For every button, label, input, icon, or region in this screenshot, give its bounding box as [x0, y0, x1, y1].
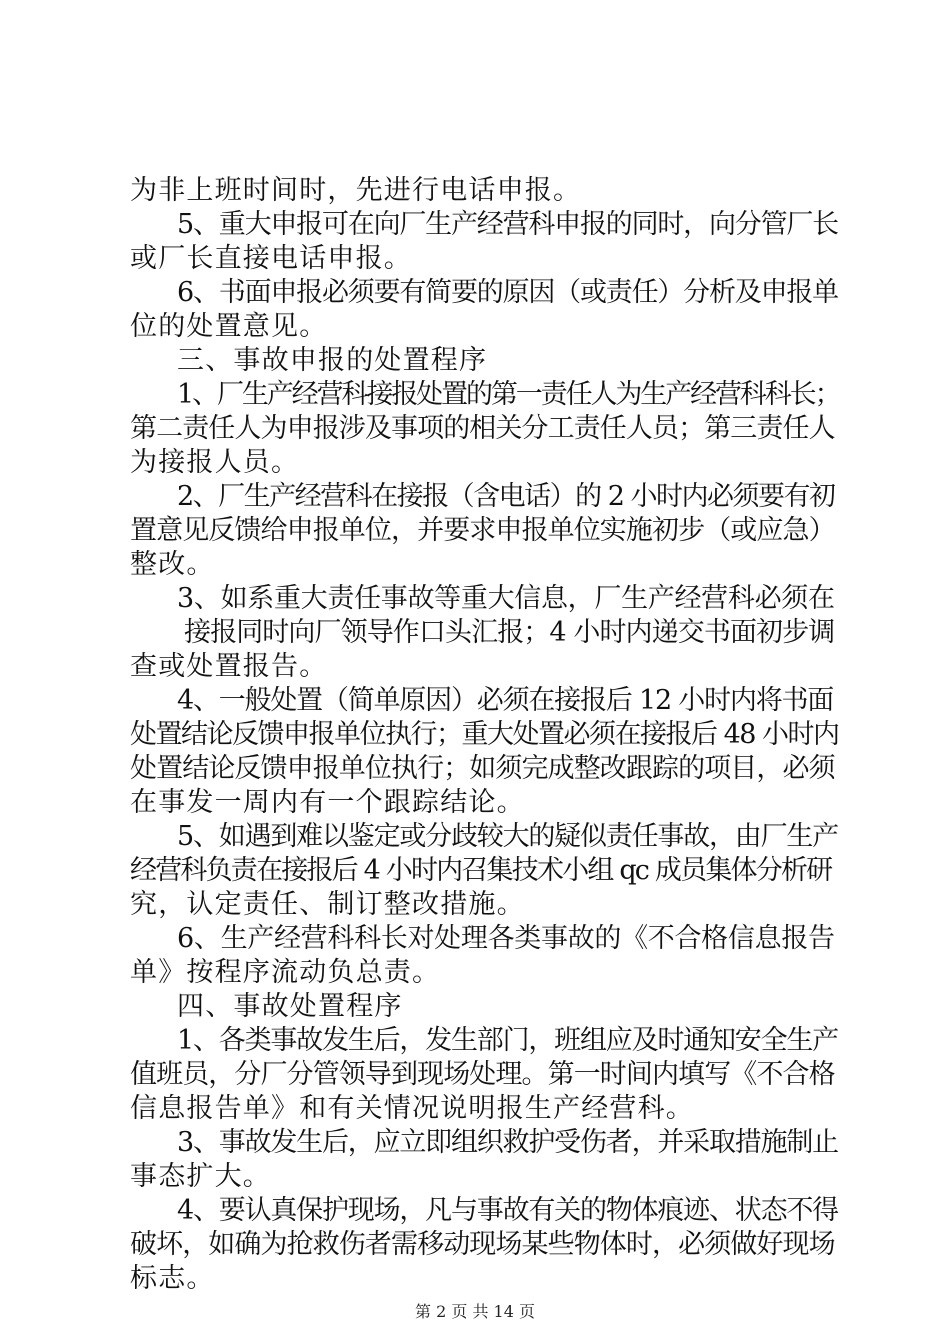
text-line: 5、如遇到难以鉴定或分歧较大的疑似责任事故，由厂生产 [177, 821, 838, 852]
text-line: 究，认定责任、制订整改措施。 [130, 889, 525, 920]
text-line: 为非上班时间时，先进行电话申报。 [130, 175, 582, 206]
text-line: 6、书面申报必须要有简要的原因（或责任）分析及申报单 [177, 277, 838, 308]
text-line: 为接报人员。 [130, 447, 300, 478]
text-line: 置意见反馈给申报单位，并要求申报单位实施初步（或应急） [130, 515, 835, 546]
section-heading: 三、事故申报的处置程序 [177, 345, 488, 376]
section-heading: 四、事故处置程序 [177, 991, 403, 1022]
text-line: 查或处置报告。 [130, 651, 328, 682]
text-line: 1、厂生产经营科接报处置的第一责任人为生产经营科科长； [177, 379, 840, 410]
text-line: 或厂长直接电话申报。 [130, 243, 412, 274]
text-line: 5、重大申报可在向厂生产经营科申报的同时，向分管厂长 [177, 209, 838, 240]
text-line: 2、厂生产经营科在接报（含电话）的 2 小时内必须要有初 [177, 481, 835, 512]
text-line: 在事发一周内有一个跟踪结论。 [130, 787, 525, 818]
text-line: 处置结论反馈申报单位执行；如须完成整改跟踪的项目，必须 [130, 753, 835, 784]
text-line: 位的处置意见。 [130, 311, 328, 342]
text-line: 事态扩大。 [130, 1161, 271, 1192]
text-line: 整改。 [130, 549, 215, 580]
text-line: 接报同时向厂领导作口头汇报；4 小时内递交书面初步调 [184, 617, 835, 648]
text-line: 4、要认真保护现场，凡与事故有关的物体痕迹、状态不得 [177, 1195, 838, 1226]
text-line: 1、各类事故发生后，发生部门，班组应及时通知安全生产 [177, 1025, 838, 1056]
text-line: 单》按程序流动负总责。 [130, 957, 441, 988]
page-number-footer: 第 2 页 共 14 页 [415, 1302, 535, 1321]
text-line: 破坏，如确为抢救伤者需移动现场某些物体时，必须做好现场 [130, 1229, 835, 1260]
text-line: 处置结论反馈申报单位执行；重大处置必须在接报后 48 小时内 [130, 719, 839, 750]
text-line: 4、一般处置（简单原因）必须在接报后 12 小时内将书面 [177, 685, 834, 716]
text-line: 标志。 [130, 1263, 215, 1294]
text-line: 信息报告单》和有关情况说明报生产经营科。 [130, 1093, 694, 1124]
text-line: 经营科负责在接报后 4 小时内召集技术小组 qc 成员集体分析研 [130, 855, 832, 886]
text-line: 6、生产经营科科长对处理各类事故的《不合格信息报告 [177, 923, 835, 954]
text-line: 第二责任人为申报涉及事项的相关分工责任人员；第三责任人 [130, 413, 835, 444]
text-line: 3、事故发生后，应立即组织救护受伤者，并采取措施制止 [177, 1127, 838, 1158]
text-line: 值班员，分厂分管领导到现场处理。第一时间内填写《不合格 [130, 1059, 835, 1090]
text-line: 3、如系重大责任事故等重大信息，厂生产经营科必须在 [177, 583, 835, 614]
